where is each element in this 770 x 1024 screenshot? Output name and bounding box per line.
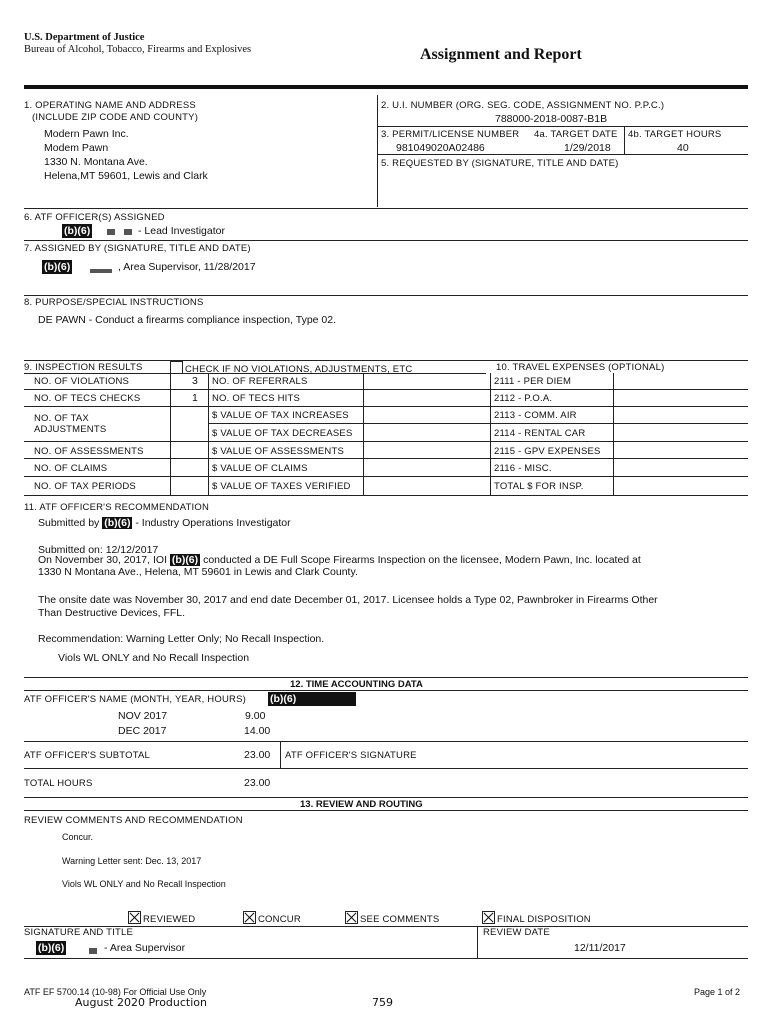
divider [208,423,748,424]
divider [24,373,486,374]
submitted-by-suffix: - Industry Operations Investigator [135,517,291,529]
review-date-value: 12/11/2017 [574,942,626,954]
checkbox-label: FINAL DISPOSITION [497,914,591,925]
header-rule [24,85,748,89]
review-date-label: REVIEW DATE [483,927,550,938]
redaction-box [170,554,200,566]
travel-row: 2114 - RENTAL CAR [494,428,586,439]
divider [24,458,748,459]
ui-number-label: 2. U.I. NUMBER (ORG. SEG. CODE, ASSIGNMENT NO. P.P.C.) [381,100,665,111]
travel-row: 2111 - PER DIEM [494,376,572,387]
divider [24,476,748,477]
purpose-label: 8. PURPOSE/SPECIAL INSTRUCTIONS [24,297,204,308]
divider [24,958,748,959]
divider [24,495,748,496]
signer-title: - Area Supervisor [104,942,186,954]
travel-row: 2112 - P.O.A. [494,393,553,404]
review-comments-label: REVIEW COMMENTS AND RECOMMENDATION [24,815,243,826]
table-cell: NO. OF CLAIMS [34,463,108,474]
table-cell: $ VALUE OF TAX INCREASES [212,410,349,421]
checked-box-icon[interactable] [345,911,358,924]
redaction-box [62,224,92,238]
divider [24,810,748,811]
see-comments-checkbox[interactable] [345,911,439,925]
redaction-code: (b)(6) [171,554,199,566]
address-line: Modem Pawn [44,142,109,154]
officers-assigned-label: 6. ATF OFFICER(S) ASSIGNED [24,212,165,223]
assigned-by-label: 7. ASSIGNED BY (SIGNATURE, TITLE AND DATE) [24,243,251,254]
divider [24,208,748,209]
department-name: U.S. Department of Justice [24,32,145,43]
address-line: Modern Pawn Inc. [44,128,129,140]
section1-label: 1. OPERATING NAME AND ADDRESS [24,100,196,111]
form-number: ATF EF 5700.14 (10-98) For Official Use Only [24,987,207,997]
concur-checkbox[interactable] [243,911,301,925]
table-cell: NO. OF VIOLATIONS [34,376,130,387]
review-comment-line: Viols WL ONLY and No Recall Inspection [62,879,226,889]
redaction-smudge [90,269,112,273]
month-entry: NOV 2017 [118,710,168,722]
address-line: 1330 N. Montana Ave. [44,156,148,168]
form-title: Assignment and Report [420,46,582,63]
target-hours-label: 4b. TARGET HOURS [628,129,722,140]
redaction-box [102,517,132,529]
divider [24,677,748,678]
travel-row: 2115 - GPV EXPENSES [494,446,601,457]
checked-box-icon[interactable] [128,911,141,924]
divider [24,797,748,798]
redaction-box [268,692,356,706]
checkbox-label: CONCUR [258,914,301,925]
redaction-code: (b)(6) [64,225,91,237]
target-date-label: 4a. TARGET DATE [534,129,618,140]
table-cell: 3 [192,375,198,387]
officer-name-label: ATF OFFICER'S NAME (MONTH, YEAR, HOURS) [24,694,246,705]
review-comment-line: Warning Letter sent: Dec. 13, 2017 [62,856,202,866]
assigned-by-value: , Area Supervisor, 11/28/2017 [118,261,256,273]
viols-text: Viols WL ONLY and No Recall Inspection [58,652,250,664]
checkbox-label: REVIEWED [143,914,196,925]
table-cell: $ VALUE OF CLAIMS [212,463,308,474]
operating-address [44,127,208,183]
table-cell: NO. OF TAX [34,413,89,424]
travel-row: 2113 - COMM. AIR [494,410,577,421]
bureau-name: Bureau of Alcohol, Tobacco, Firearms and Explosives [24,44,252,55]
check-label: CHECK IF NO VIOLATIONS, ADJUSTMENTS, ETC [185,364,413,375]
table-cell: NO. OF TAX PERIODS [34,481,136,492]
redaction-code: (b)(6) [104,517,131,529]
table-cell: NO. OF TECS CHECKS [34,393,141,404]
redaction-smudge [107,229,115,235]
redaction-smudge [124,229,132,235]
review-routing-title: 13. REVIEW AND ROUTING [300,799,423,810]
travel-row: TOTAL $ FOR INSP. [494,481,584,492]
target-hours-value: 40 [677,142,689,154]
submitted-by-line [38,516,291,530]
table-cell: 1 [192,392,198,404]
submitted-on: Submitted on: 12/12/2017 [38,544,159,556]
redaction-smudge [89,948,97,954]
subtotal-label: ATF OFFICER'S SUBTOTAL [24,750,151,761]
permit-value: 981049020A02486 [396,142,485,154]
target-date-value: 1/29/2018 [564,142,611,154]
officer-signature-label: ATF OFFICER'S SIGNATURE [285,750,417,761]
travel-row: 2116 - MISC. [494,463,552,474]
lead-investigator-role: - Lead Investigator [138,225,225,237]
time-accounting-title: 12. TIME ACCOUNTING DATA [290,679,423,690]
total-hours-label: TOTAL HOURS [24,778,93,789]
divider [24,295,748,296]
submitted-by-prefix: Submitted by [38,517,100,529]
narrative-line-4: Than Destructive Devices, FFL. [38,607,186,619]
checked-box-icon[interactable] [482,911,495,924]
table-cell: ADJUSTMENTS [34,424,107,435]
hours-entry: 9.00 [245,710,266,722]
reviewed-checkbox[interactable] [128,911,195,925]
divider [377,95,378,207]
divider [280,741,281,768]
agency-header [24,32,251,56]
requested-by-label: 5. REQUESTED BY (SIGNATURE, TITLE AND DATE) [381,158,619,169]
narrative-line-1 [38,553,641,567]
narrative-text: conducted a DE Full Scope Firearms Inspection on the licensee, Modern Pawn, Inc. located at [203,554,641,566]
divider [24,768,748,769]
redaction-box [42,260,72,274]
divider [24,441,748,442]
divider [624,126,625,154]
narrative-line-3: The onsite date was November 30, 2017 and end date December 01, 2017. Licensee holds a Type 02, Pawnbroker in Firearms Other [38,594,658,606]
divider [477,926,478,958]
final-disposition-checkbox[interactable] [482,911,591,925]
checked-box-icon[interactable] [243,911,256,924]
redaction-code: (b)(6) [44,261,71,273]
divider [377,154,748,155]
travel-expenses-label: 10. TRAVEL EXPENSES (OPTIONAL) [496,362,665,373]
checkbox-label: SEE COMMENTS [360,914,440,925]
recommendation-text: Recommendation: Warning Letter Only; No Recall Inspection. [38,633,325,645]
table-cell: $ VALUE OF TAX DECREASES [212,428,353,439]
review-comment-line: Concur. [62,832,94,842]
divider [377,126,748,127]
month-entry: DEC 2017 [118,725,167,737]
divider [24,240,748,241]
page-indicator: Page 1 of 2 [694,987,741,997]
redaction-code: (b)(6) [38,942,65,954]
total-hours-value: 23.00 [244,777,271,789]
table-cell: NO. OF REFERRALS [212,376,308,387]
divider [24,389,748,390]
table-cell: NO. OF ASSESSMENTS [34,446,144,457]
recommendation-label: 11. ATF OFFICER'S RECOMMENDATION [24,502,210,513]
divider [24,690,748,691]
permit-label: 3. PERMIT/LICENSE NUMBER [381,129,520,140]
narrative-line-2: 1330 N Montana Ave., Helena, MT 59601 in Lewis and Clark County. [38,566,358,578]
divider [24,741,748,742]
table-cell: $ VALUE OF ASSESSMENTS [212,446,344,457]
production-stamp: August 2020 Production [75,996,208,1009]
section1-sublabel: (INCLUDE ZIP CODE AND COUNTY) [32,112,199,123]
divider [24,406,748,407]
inspection-results-label: 9. INSPECTION RESULTS [24,362,143,373]
subtotal-value: 23.00 [244,749,271,761]
redaction-code: (b)(6) [270,693,297,705]
table-cell: NO. OF TECS HITS [212,393,301,404]
table-cell: $ VALUE OF TAXES VERIFIED [212,481,351,492]
purpose-value: DE PAWN - Conduct a firearms compliance inspection, Type 02. [38,314,337,326]
hours-entry: 14.00 [244,725,271,737]
redaction-box [36,941,66,955]
bates-number: 759 [372,996,393,1009]
narrative-text: On November 30, 2017, IOI [38,554,167,566]
ui-number-value: 788000-2018-0087-B1B [495,113,608,125]
signature-title-label: SIGNATURE AND TITLE [24,927,134,938]
address-line: Helena,MT 59601, Lewis and Clark [44,170,208,182]
